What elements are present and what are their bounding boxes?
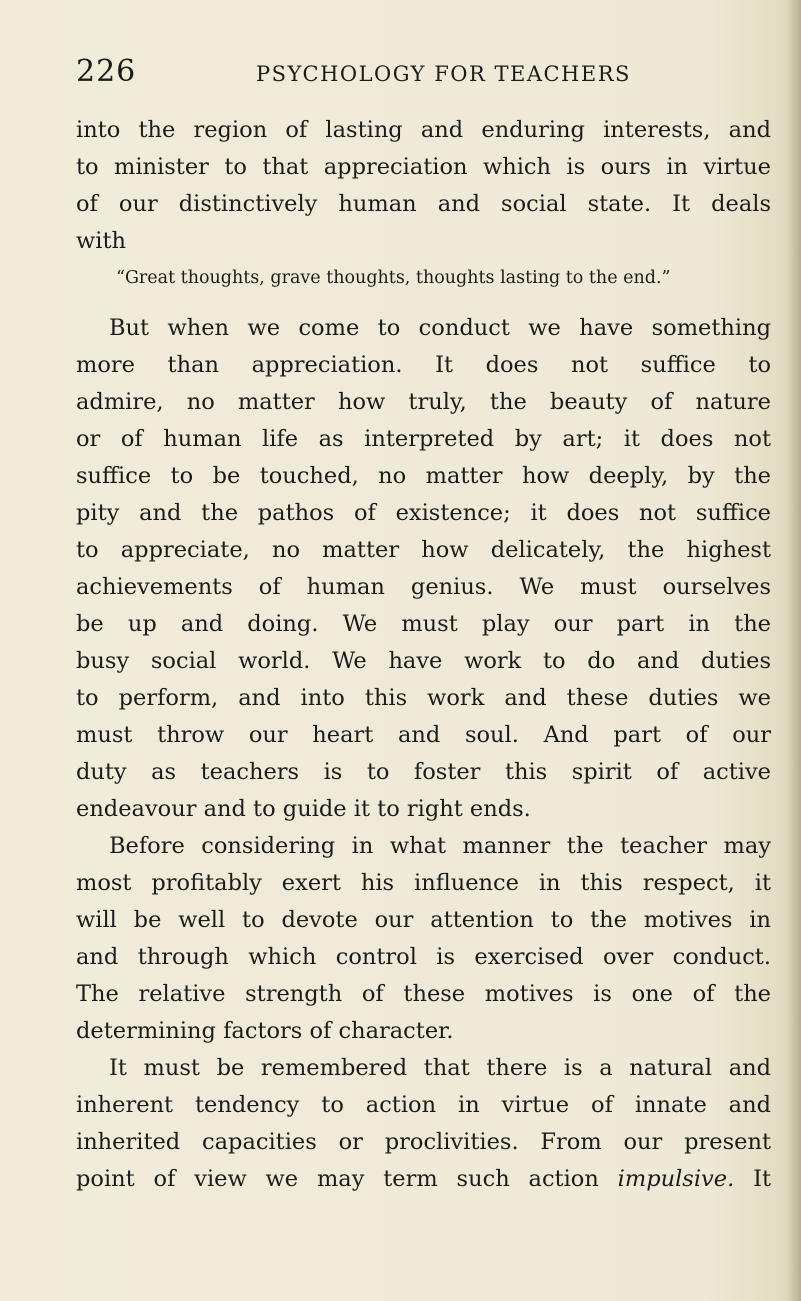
text-line: and through which control is exercised over conduct. <box>76 944 771 970</box>
body-text <box>76 112 771 1198</box>
text-line: inherited capacities or proclivities. From our present <box>76 1129 771 1155</box>
text-line: or of human life as interpreted by art; it does not <box>76 426 771 452</box>
text-line: admire, no matter how truly, the beauty of nature <box>76 389 771 415</box>
text-line: must throw our heart and soul. And part of our <box>76 722 771 748</box>
text-line: determining factors of character. <box>76 1018 454 1044</box>
paragraph-start-line: Before considering in what manner the teacher may <box>109 833 771 859</box>
text-line: to appreciate, no matter how delicately, the highest <box>76 537 771 563</box>
final-line-text: point of view we may term such action <box>76 1166 599 1192</box>
text-line: inherent tendency to action in virtue of innate and <box>76 1092 771 1118</box>
quotation: “Great thoughts, grave thoughts, thoughts lasting to the end.” <box>116 268 671 288</box>
text-line: suffice to be touched, no matter how deeply, by the <box>76 463 771 489</box>
page-edge-shadow <box>787 0 801 1301</box>
paragraph-start-line: It must be remembered that there is a natural and <box>109 1055 771 1081</box>
text-line: will be well to devote our attention to the motives in <box>76 907 771 933</box>
text-line: with <box>76 228 126 254</box>
page-header <box>76 54 776 94</box>
paragraph-start-line: But when we come to conduct we have something <box>109 315 771 341</box>
final-line-tail: It <box>753 1166 771 1192</box>
running-title: PSYCHOLOGY FOR TEACHERS <box>256 62 631 86</box>
text-line: to perform, and into this work and these duties we <box>76 685 771 711</box>
text-line: The relative strength of these motives is one of the <box>76 981 771 1007</box>
text-line: into the region of lasting and enduring interests, and <box>76 117 771 143</box>
text-line: more than appreciation. It does not suffice to <box>76 352 771 378</box>
text-line: busy social world. We have work to do and duties <box>76 648 771 674</box>
text-line: be up and doing. We must play our part in the <box>76 611 771 637</box>
text-line: achievements of human genius. We must ourselves <box>76 574 771 600</box>
italic-term: impulsive. <box>617 1166 735 1192</box>
text-line: duty as teachers is to foster this spirit of active <box>76 759 771 785</box>
text-line: endeavour and to guide it to right ends. <box>76 796 531 822</box>
page-number: 226 <box>76 54 137 89</box>
text-line: to minister to that appreciation which is ours in virtue <box>76 154 771 180</box>
text-line: of our distinctively human and social state. It deals <box>76 191 771 217</box>
final-line <box>76 1161 771 1198</box>
text-line: pity and the pathos of existence; it does not suffice <box>76 500 771 526</box>
text-line: most profitably exert his influence in this respect, it <box>76 870 771 896</box>
